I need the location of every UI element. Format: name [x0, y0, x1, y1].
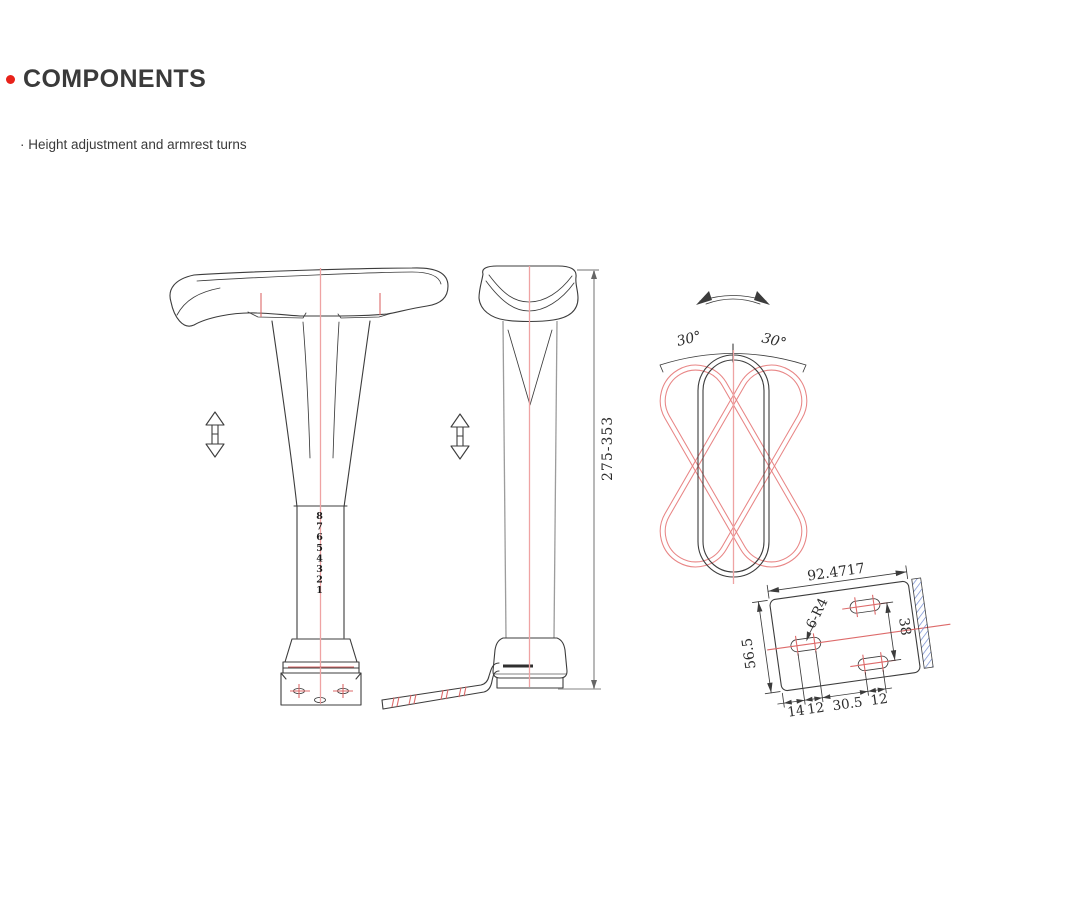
up-down-arrow-icon: [206, 412, 224, 457]
plate-width-label: 92.4717: [806, 560, 866, 585]
plate-width-dimension: [766, 555, 908, 598]
drawing-caption: · Height adjustment and armrest turns: [20, 137, 247, 152]
height-range-label: 275-353: [600, 415, 616, 481]
row-spacing-label: 38: [895, 616, 914, 637]
scale-number: 4: [316, 553, 323, 565]
scale-number: 1: [316, 585, 323, 597]
height-dimension: [558, 270, 616, 689]
bottom-dim-label: 12: [806, 699, 826, 718]
up-down-arrow-icon: [451, 414, 469, 459]
height-scale-numbers: [316, 511, 323, 596]
left-angle-label: 30°: [675, 328, 704, 350]
swivel-arrow-icon: [696, 291, 770, 305]
bottom-dim-label: 12: [869, 690, 889, 709]
scale-number: 3: [316, 564, 323, 575]
pad-outline: [170, 268, 448, 326]
scale-number: 6: [316, 532, 323, 544]
plate-height-label: 56.5: [739, 636, 760, 671]
bottom-dim-label: 30.5: [831, 694, 864, 715]
armrest-side-view: [170, 268, 448, 705]
scale-number: 2: [316, 574, 323, 586]
plate-height-dimension: [735, 600, 780, 696]
plate-bottom-dimensions: [771, 641, 894, 721]
bottom-dim-label: 14: [786, 702, 806, 721]
armrest-front-view: [382, 266, 616, 709]
side-view-centerlines: [261, 268, 380, 704]
slot-radius-label: 6-R4: [803, 595, 832, 632]
mounting-plate-view: [731, 550, 961, 726]
scale-number: 8: [316, 511, 323, 522]
scale-number: 5: [316, 542, 323, 554]
right-angle-label: 30°: [759, 330, 788, 352]
scale-number: 7: [316, 521, 323, 533]
slot-radius-callout: [799, 594, 836, 642]
plate-row-spacing-dimension: [881, 600, 917, 661]
mounting-arm: [382, 663, 499, 709]
page-title: COMPONENTS: [23, 65, 207, 93]
armrest-rotation-view: [647, 291, 819, 584]
plate-edge-hatch: [912, 578, 933, 668]
pad-front-outline: [479, 266, 578, 322]
